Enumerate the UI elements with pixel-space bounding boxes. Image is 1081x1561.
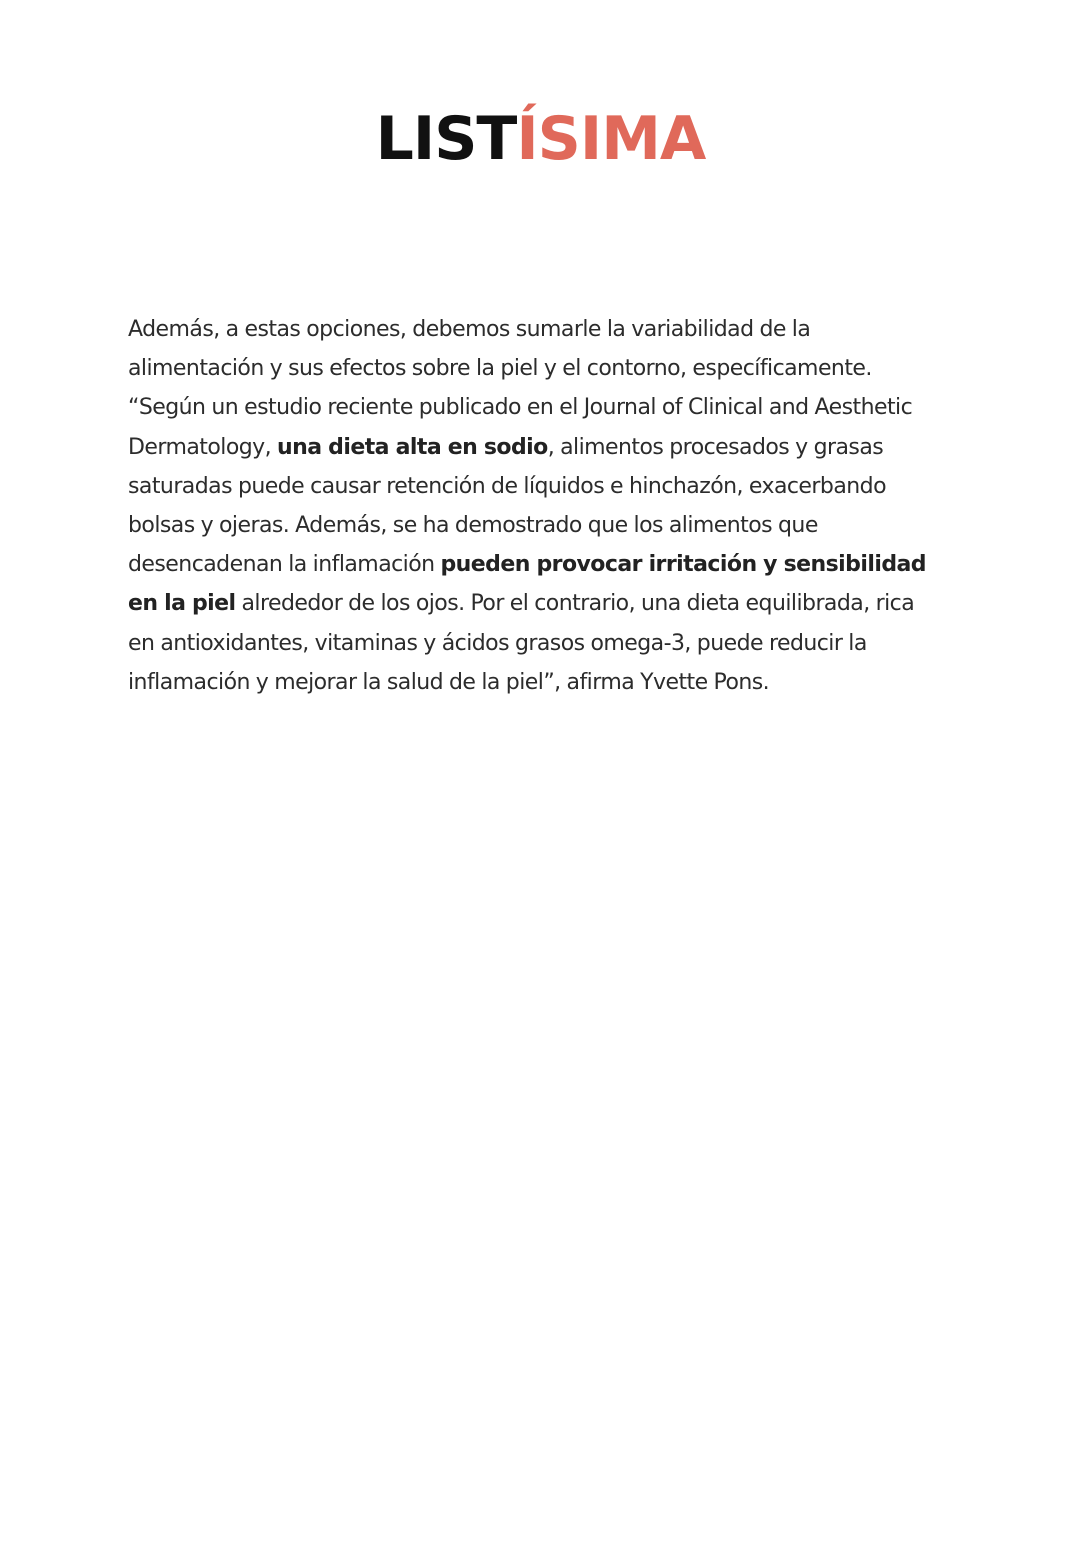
text-segment: inflamación y mejorar la salud de la piel”, afirma Yvette Pons. <box>128 669 770 695</box>
paragraph-line <box>128 428 943 467</box>
paragraph-line <box>128 467 943 506</box>
paragraph-line <box>128 349 943 388</box>
paragraph-line <box>128 506 943 545</box>
text-segment: alimentación y sus efectos sobre la piel y el contorno, específicamente. <box>128 356 872 382</box>
brand-logo-part-1: LIST <box>375 104 517 174</box>
article-paragraph <box>128 310 943 702</box>
text-segment: Dermatology, <box>128 434 278 460</box>
bold-text-segment: pueden provocar irritación y sensibilidad <box>440 552 927 578</box>
bold-text-segment: en la piel <box>128 591 236 617</box>
text-segment: Además, a estas opciones, debemos sumarle la variabilidad de la <box>128 317 811 342</box>
text-segment: alrededor de los ojos. Por el contrario, una dieta equilibrada, rica <box>235 591 915 617</box>
bold-text-segment: una dieta alta en sodio <box>277 434 548 460</box>
paragraph-line <box>128 545 943 584</box>
paragraph-line <box>128 388 943 427</box>
paragraph-line <box>128 584 943 623</box>
brand-logo-part-2: ÍSIMA <box>516 104 706 174</box>
text-segment: en antioxidantes, vitaminas y ácidos grasos omega-3, puede reducir la <box>128 630 867 656</box>
brand-logo <box>0 104 1081 174</box>
paragraph-line <box>128 663 943 702</box>
paragraph-line <box>128 624 943 663</box>
paragraph-line <box>128 310 943 349</box>
text-segment: desencadenan la inflamación <box>128 552 441 578</box>
text-segment: , alimentos procesados y grasas <box>547 434 884 460</box>
text-segment: saturadas puede causar retención de líquidos e hinchazón, exacerbando <box>128 473 886 499</box>
text-segment: bolsas y ojeras. Además, se ha demostrado que los alimentos que <box>128 513 818 539</box>
text-segment: “Según un estudio reciente publicado en el Journal of Clinical and Aesthetic <box>128 395 913 421</box>
